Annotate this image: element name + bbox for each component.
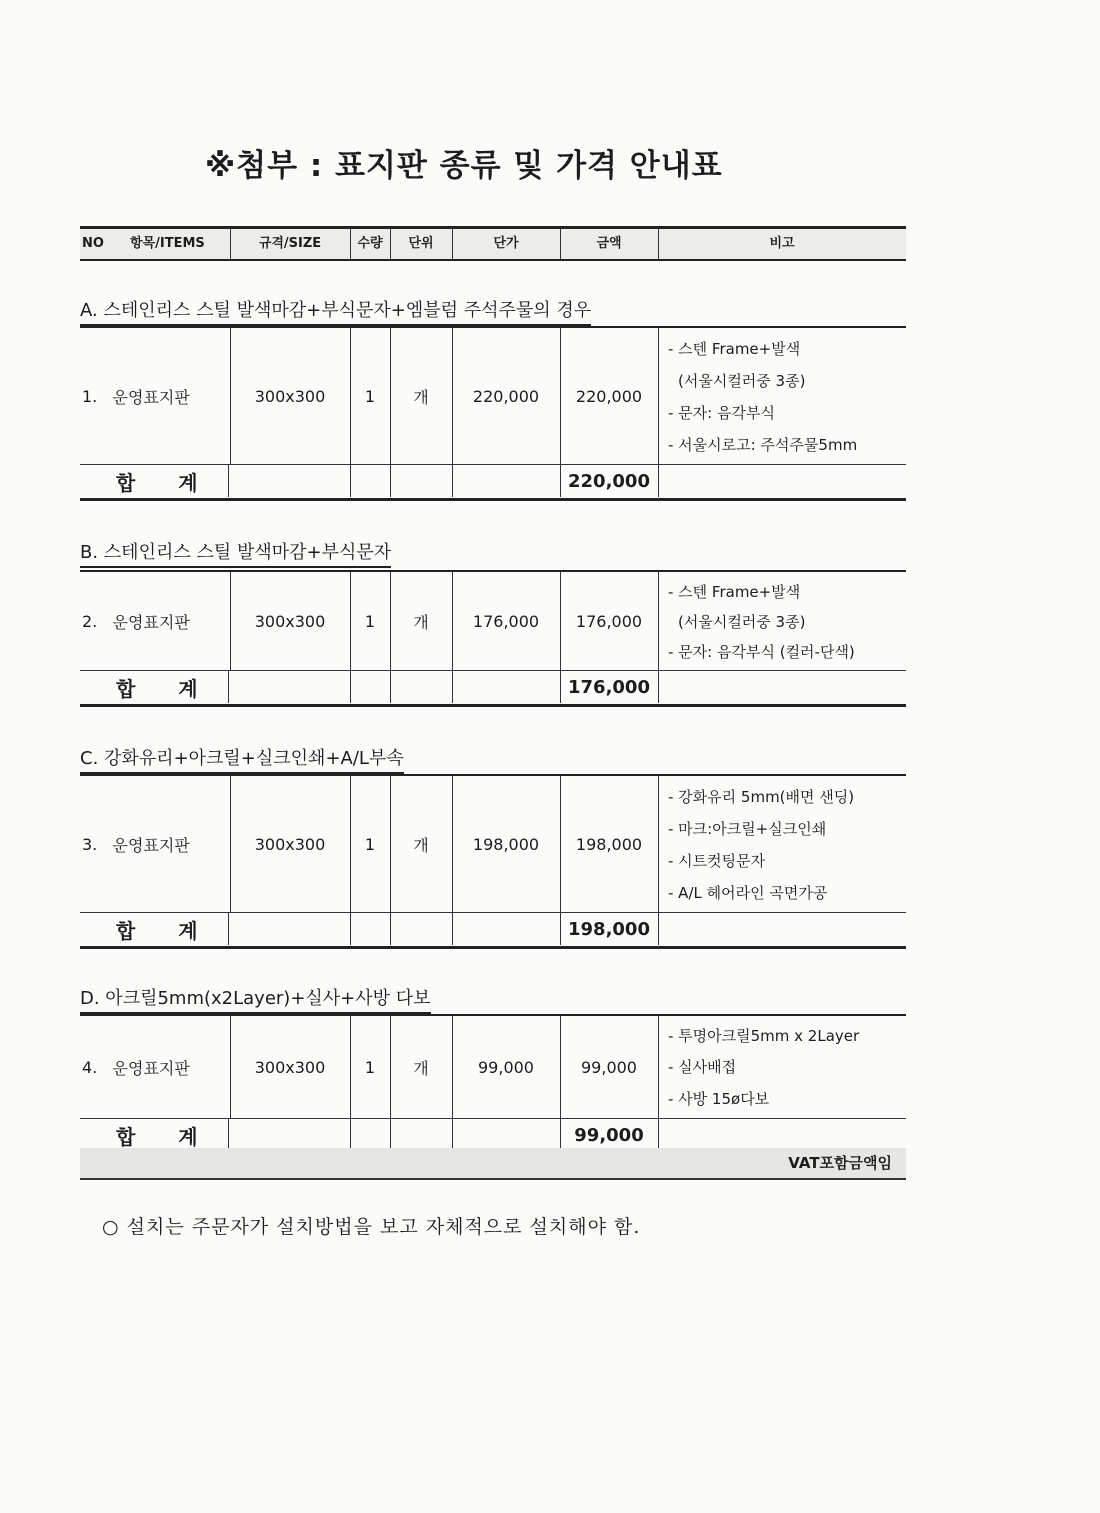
empty-cell [230, 913, 351, 945]
item-unit-price: 220,000 [452, 328, 561, 464]
item-no: 1. [82, 386, 98, 406]
empty-cell [390, 671, 453, 703]
section-title-d: D. 아크릴5mm(x2Layer)+실사+사방 다보 [80, 984, 431, 1014]
empty-cell [230, 465, 351, 497]
empty-cell [350, 1119, 391, 1151]
item-amount: 198,000 [560, 776, 659, 912]
empty-cell [658, 465, 906, 497]
empty-cell [452, 913, 561, 945]
table-row [80, 328, 906, 464]
note-line: - 투명아크릴5mm x 2Layer [668, 1027, 860, 1046]
header-amount: 금액 [560, 229, 659, 259]
empty-cell [390, 913, 453, 945]
note-line: (서울시컬러중 3종) [678, 612, 806, 631]
header-no-items [80, 229, 231, 259]
note-line: - 서울시로고: 주석주물5mm [668, 435, 858, 454]
item-qty: 1 [350, 776, 391, 912]
item-no: 4. [82, 1057, 98, 1077]
item-size: 300x300 [230, 328, 351, 464]
item-size: 300x300 [230, 776, 351, 912]
item-notes [658, 1016, 906, 1118]
total-label: 합 계 [80, 1119, 229, 1151]
total-row [80, 1118, 906, 1151]
total-row [80, 464, 906, 497]
note-line: - 문자: 음각부식 [668, 403, 775, 422]
item-cell [80, 328, 231, 464]
empty-cell [390, 465, 453, 497]
item-amount: 99,000 [560, 1016, 659, 1118]
item-no: 2. [82, 611, 98, 631]
total-label: 합 계 [80, 913, 229, 945]
item-unit: 개 [390, 328, 453, 464]
item-qty: 1 [350, 1016, 391, 1118]
item-qty: 1 [350, 572, 391, 670]
total-label: 합 계 [80, 465, 229, 497]
note-line: - 스텐 Frame+발색 [668, 339, 801, 358]
total-amount: 99,000 [560, 1119, 659, 1151]
item-unit-price: 198,000 [452, 776, 561, 912]
item-name: 운영표지판 [112, 835, 190, 855]
header-no: NO [82, 236, 104, 251]
item-cell [80, 572, 231, 670]
header-remarks: 비고 [769, 236, 795, 251]
item-unit-price: 99,000 [452, 1016, 561, 1118]
empty-cell [350, 671, 391, 703]
section-table-b [80, 570, 906, 707]
note-line: (서울시컬러중 3종) [678, 371, 806, 390]
item-name: 운영표지판 [112, 387, 190, 407]
total-amount: 198,000 [560, 913, 659, 945]
total-row [80, 670, 906, 703]
total-label: 합 계 [80, 671, 229, 703]
item-unit: 개 [390, 572, 453, 670]
item-unit-price: 176,000 [452, 572, 561, 670]
item-amount: 220,000 [560, 328, 659, 464]
empty-cell [452, 465, 561, 497]
section-table-a [80, 326, 906, 501]
empty-cell [452, 671, 561, 703]
note-line: - 문자: 음각부식 (컬러-단색) [668, 642, 855, 661]
table-row [80, 572, 906, 670]
item-name: 운영표지판 [112, 1058, 190, 1078]
header-size: 규격/SIZE [230, 229, 351, 259]
header-items: 항목/ITEMS [130, 236, 205, 251]
item-qty: 1 [350, 328, 391, 464]
empty-cell [658, 671, 906, 703]
note-line: - 스텐 Frame+발색 [668, 582, 801, 601]
item-amount: 176,000 [560, 572, 659, 670]
section-table-c [80, 774, 906, 949]
item-no: 3. [82, 834, 98, 854]
note-line: - 시트컷팅문자 [668, 851, 766, 870]
table-row [80, 776, 906, 912]
table-header [80, 226, 906, 261]
item-unit: 개 [390, 776, 453, 912]
item-notes [658, 328, 906, 464]
table-row [80, 1016, 906, 1118]
empty-cell [230, 671, 351, 703]
total-amount: 176,000 [560, 671, 659, 703]
empty-cell [350, 465, 391, 497]
install-note: ○ 설치는 주문자가 설치방법을 보고 자체적으로 설치해야 함. [102, 1216, 641, 1238]
item-cell [80, 776, 231, 912]
section-title-b: B. 스테인리스 스틸 발색마감+부식문자 [80, 538, 391, 568]
item-notes [658, 776, 906, 912]
item-notes [658, 572, 906, 670]
page-title: ※첨부 : 표지판 종류 및 가격 안내표 [205, 148, 723, 184]
item-name: 운영표지판 [112, 612, 190, 632]
item-size: 300x300 [230, 1016, 351, 1118]
section-title-c: C. 강화유리+아크릴+실크인쇄+A/L부속 [80, 744, 404, 774]
note-line: - 사방 15ø다보 [668, 1089, 770, 1108]
note-line: - 실사배접 [668, 1058, 737, 1077]
section-title-a: A. 스테인리스 스틸 발색마감+부식문자+엠블럼 주석주물의 경우 [80, 296, 591, 326]
header-unit-price: 단가 [452, 229, 561, 259]
empty-cell [350, 913, 391, 945]
note-line: - 강화유리 5mm(배면 샌딩) [668, 787, 855, 806]
section-table-d [80, 1014, 906, 1150]
empty-cell [658, 1119, 906, 1151]
item-size: 300x300 [230, 572, 351, 670]
note-line: - A/L 헤어라인 곡면가공 [668, 883, 828, 902]
empty-cell [658, 913, 906, 945]
header-qty: 수량 [350, 229, 391, 259]
empty-cell [230, 1119, 351, 1151]
total-amount: 220,000 [560, 465, 659, 497]
header-unit: 단위 [390, 229, 453, 259]
note-line: - 마크:아크릴+실크인쇄 [668, 819, 827, 838]
empty-cell [390, 1119, 453, 1151]
vat-band [80, 1148, 906, 1180]
empty-cell [452, 1119, 561, 1151]
item-cell [80, 1016, 231, 1118]
total-row [80, 912, 906, 945]
item-unit: 개 [390, 1016, 453, 1118]
vat-note: VAT포함금액임 [788, 1154, 892, 1172]
